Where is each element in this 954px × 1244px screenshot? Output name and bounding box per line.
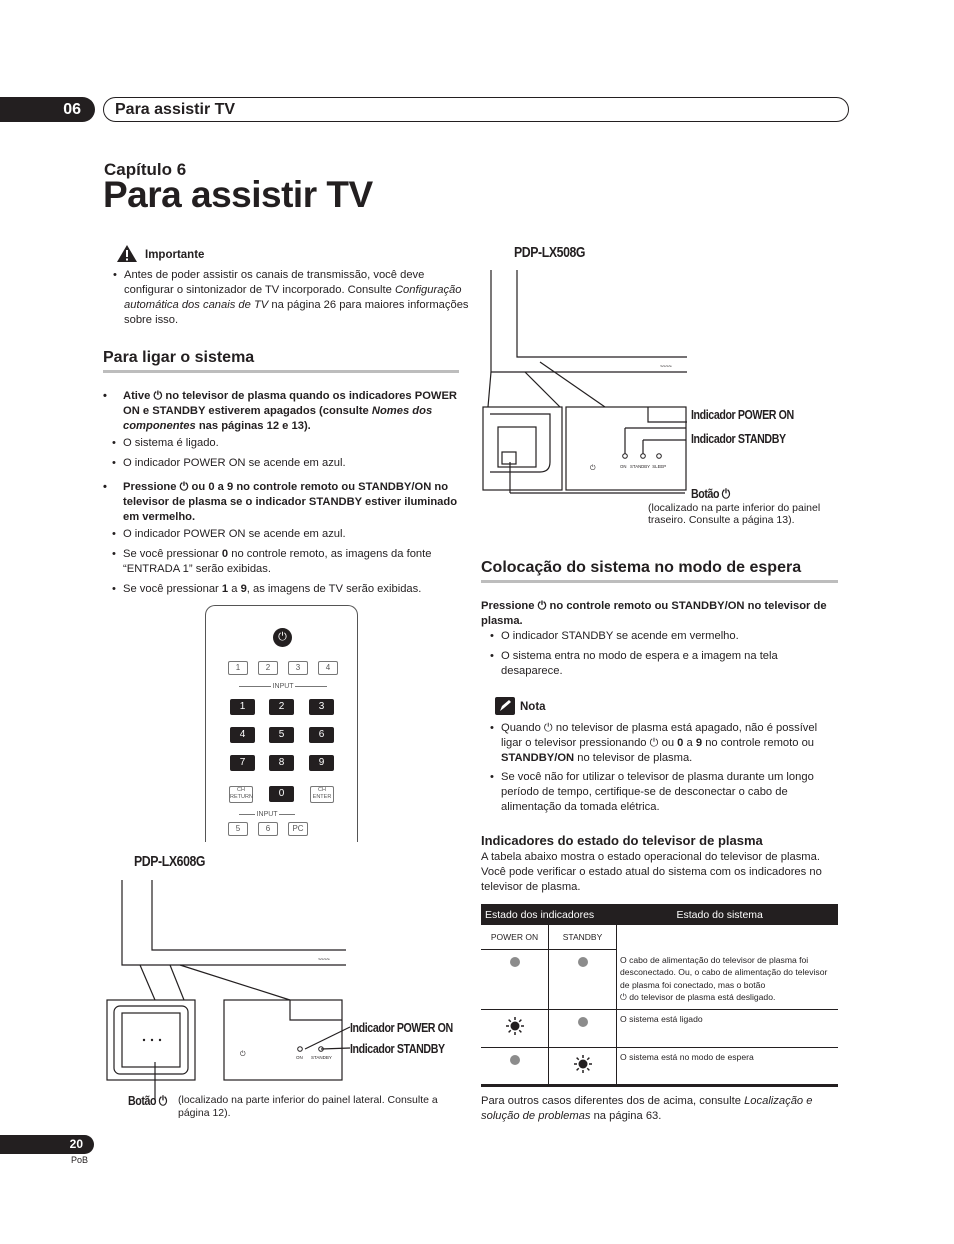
- table-row: [481, 1047, 838, 1085]
- brand-mark: ~~~~: [318, 957, 330, 963]
- power-on-indicator-cell: [481, 949, 549, 1009]
- lx508-button-note: (localizado na parte inferior do painel traseiro. Consulte a página 13).: [648, 502, 821, 526]
- standby-indicator-cell: [549, 1009, 617, 1047]
- lx508-indicator-power-label: Indicador POWER ON: [691, 407, 794, 422]
- table-row: [481, 1009, 838, 1047]
- standby-lead: Pressione ⏻ no controle remoto ou STANDBY/ON no televisor de plasma.: [481, 600, 827, 627]
- indicator-off-icon: [509, 960, 521, 971]
- remote-input-label: INPUT: [228, 683, 338, 690]
- page-title: Para assistir TV: [103, 174, 373, 215]
- chapter-number-tab: [0, 97, 95, 122]
- important-text: • Antes de poder assistir os canais de transmissão, você deve configurar o sintonizador de TV incorporado. Consulte Configuração automática dos canais de TV na página 26 para maiores informações sobre isso.: [104, 268, 469, 328]
- small-on-label: ON: [296, 1055, 303, 1060]
- page-number-tab: [0, 1135, 94, 1154]
- power-icon: ⏻: [240, 1050, 246, 1058]
- note-icon: [495, 697, 515, 715]
- remote-input-key: 4: [318, 661, 338, 675]
- lx608-indicator-standby-label: Indicador STANDBY: [350, 1041, 445, 1056]
- indicator-lit-icon: [505, 1028, 525, 1039]
- power-icon: ⏻: [590, 464, 596, 472]
- power-icon: ⏻: [179, 481, 189, 493]
- column-header: Estado dos indicadores: [485, 908, 595, 921]
- lx608-button-note: (localizado na parte inferior do painel lateral. Consulte a página 12).: [178, 1094, 438, 1119]
- remote-digit-key: 8: [269, 755, 294, 771]
- remote-input-key: PC: [288, 822, 308, 836]
- note-heading: Nota: [520, 701, 546, 713]
- indicator-status-table: [481, 904, 838, 1087]
- step-1: • Ative ⏻ no televisor de plasma quando os indicadores POWER ON e STANDBY estiverem apagados (consulte Nomes dos componentes nas páginas 12 e 13).: [103, 390, 457, 432]
- note-content: [481, 721, 841, 815]
- power-icon: ⏻: [158, 1093, 167, 1108]
- warning-icon: [116, 244, 138, 263]
- remote-input-key: 5: [228, 822, 248, 836]
- divider: [481, 580, 838, 583]
- list-item: • O sistema é ligado.: [103, 436, 461, 451]
- remote-digit-key: 3: [309, 699, 334, 715]
- remote-ch-enter-key: CH ENTER: [310, 786, 334, 803]
- power-icon: ⏻: [153, 390, 163, 402]
- remote-zero-key: 0: [269, 786, 294, 802]
- lx608-button-label: Botão ⏻: [128, 1093, 167, 1108]
- step-2: • Pressione ⏻ ou 0 a 9 no controle remoto ou STANDBY/ON no televisor de plasma se o indicador STANDBY estiver iluminado em vermelho.: [103, 481, 458, 523]
- standby-heading: Colocação do sistema no modo de espera: [481, 559, 802, 576]
- important-box: [116, 244, 469, 328]
- power-icon: ⏻: [537, 600, 547, 612]
- status-cell: O cabo de alimentação do televisor de plasma foi desconectado. Ou, o cabo de alimentação do televisor de plasma foi conectado, mas o botão ⏻ do televisor de plasma está desligado.: [620, 954, 828, 1002]
- chapter-label: Capítulo 6: [104, 160, 187, 179]
- table-header-row: [481, 904, 838, 925]
- section-header: Para assistir TV: [103, 97, 849, 122]
- standby-indicator-cell: [549, 949, 617, 1009]
- power-on-indicator-cell: [481, 1009, 549, 1047]
- status-cell: O sistema está ligado: [620, 1013, 703, 1024]
- remote-ch-return-key: CH RETURN: [229, 786, 253, 803]
- indicators-footer: Para outros casos diferentes dos de acima, consulte Localização e solução de problemas na página 63.: [481, 1095, 813, 1122]
- status-cell: O sistema está no modo de espera: [620, 1051, 754, 1062]
- list-item: • Se você não for utilizar o televisor de plasma durante um longo período de tempo, certifique-se de desconectar o cabo de alimentação da tomada elétrica.: [481, 770, 841, 815]
- remote-digit-key: 7: [230, 755, 255, 771]
- tv-lx508-diagram: [480, 262, 690, 497]
- table-row: [481, 949, 838, 1009]
- page-language: PoB: [71, 1155, 89, 1165]
- divider: [103, 370, 459, 373]
- power-icon: ⏻: [721, 486, 730, 501]
- brand-mark: ~~~~: [660, 364, 672, 370]
- small-standby-label: STANDBY: [311, 1055, 332, 1060]
- power-icon: ⏻: [649, 737, 659, 749]
- list-item: • O indicador STANDBY se acende em vermelho.: [481, 629, 841, 644]
- lx508-indicator-standby-label: Indicador STANDBY: [691, 431, 786, 446]
- remote-digit-key: 9: [309, 755, 334, 771]
- power-on-indicator-cell: [481, 1047, 549, 1085]
- remote-digit-key: 1: [230, 699, 255, 715]
- list-item: • Quando ⏻ no televisor de plasma está apagado, não é possível ligar o televisor pressionando ⏻ ou 0 a 9 no controle remoto ou STANDBY/ON no televisor de plasma.: [481, 721, 841, 766]
- list-item: • O sistema entra no modo de espera e a imagem na tela desaparece.: [481, 649, 841, 679]
- tv-lx608-diagram: [100, 870, 360, 1100]
- remote-power-button: ⏻: [273, 628, 292, 647]
- indicator-off-icon: [509, 1058, 521, 1069]
- important-heading: Importante: [145, 249, 205, 261]
- indicator-off-icon: [577, 960, 589, 971]
- remote-digit-key: 6: [309, 727, 334, 743]
- remote-digit-key: 5: [269, 727, 294, 743]
- column-header: STANDBY: [549, 925, 617, 949]
- lx608-indicator-power-label: Indicador POWER ON: [350, 1020, 453, 1035]
- remote-input-key: 6: [258, 822, 278, 836]
- column-header: Estado do sistema: [676, 908, 763, 921]
- standby-content: [481, 599, 841, 679]
- remote-input-key: 2: [258, 661, 278, 675]
- chapter-number: 06: [63, 101, 81, 118]
- remote-digit-key: 4: [230, 727, 255, 743]
- column-header: POWER ON: [481, 925, 549, 949]
- model-lx608-label: PDP-LX608G: [134, 853, 206, 870]
- list-item: • O indicador POWER ON se acende em azul.: [103, 527, 461, 542]
- power-icon: ⏻: [620, 992, 627, 1002]
- page-number: 20: [69, 1137, 83, 1151]
- indicator-off-icon: [577, 1020, 589, 1031]
- small-indicator-labels: ON STANDBY SLEEP: [620, 464, 667, 469]
- power-on-heading: Para ligar o sistema: [103, 349, 255, 366]
- remote-input-label: INPUT: [228, 811, 306, 818]
- power-on-steps: [103, 389, 461, 597]
- remote-input-key: 3: [288, 661, 308, 675]
- table-subheader-row: [481, 925, 838, 949]
- model-lx508-label: PDP-LX508G: [514, 244, 586, 261]
- remote-digit-key: 2: [269, 699, 294, 715]
- power-icon: ⏻: [543, 722, 553, 734]
- standby-indicator-cell: [549, 1047, 617, 1085]
- list-item: • Se você pressionar 1 a 9, as imagens de TV serão exibidas.: [103, 582, 461, 597]
- indicators-intro: A tabela abaixo mostra o estado operacional do televisor de plasma. Você pode verificar o estado atual do sistema com os indicadores no televisor de plasma.: [481, 851, 822, 893]
- indicator-lit-icon: [573, 1066, 593, 1077]
- list-item: • O indicador POWER ON se acende em azul.: [103, 456, 461, 471]
- lx508-button-label: Botão ⏻: [691, 486, 730, 501]
- remote-input-key: 1: [228, 661, 248, 675]
- indicators-heading: Indicadores do estado do televisor de plasma: [481, 833, 763, 848]
- list-item: • Se você pressionar 0 no controle remoto, as imagens da fonte “ENTRADA 1” serão exibidas.: [103, 547, 461, 577]
- remote-control-illustration: [205, 605, 358, 842]
